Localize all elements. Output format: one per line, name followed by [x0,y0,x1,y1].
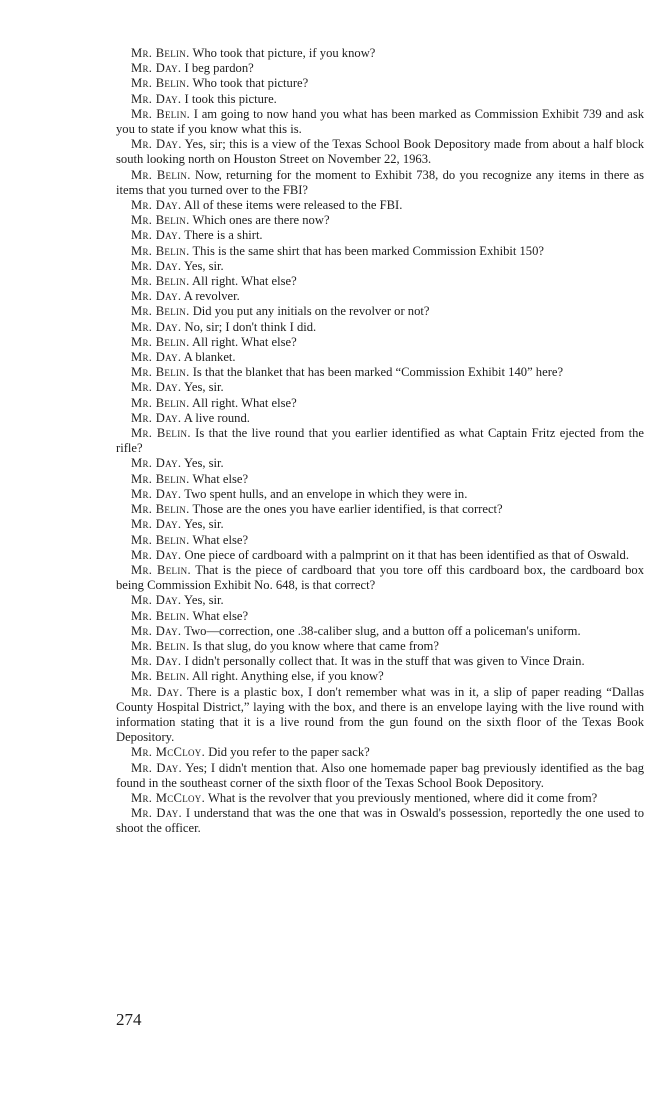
speech-text: Is that the blanket that has been marked “Commission Exhibit 140” here? [192,365,564,380]
testimony-paragraph [116,198,644,213]
speaker-name: Mr. Belin. [131,213,190,228]
speech-text: Yes, sir. [184,380,224,395]
speech-text: Yes; I didn't mention that. Also one homemade paper bag previously identified as the bag found in the southeast corner of the sixth floor of the Texas School Book Depository. [116,760,644,790]
speaker-name: Mr. McCloy. [131,745,206,760]
speaker-name: Mr. Belin. [131,562,191,577]
testimony-paragraph [116,228,644,243]
testimony-paragraph [116,609,644,624]
speech-text: What else? [192,608,249,623]
speaker-name: Mr. Belin. [131,334,190,349]
testimony-paragraph [116,92,644,107]
speaker-name: Mr. Day. [131,228,182,243]
testimony-paragraph [116,244,644,259]
testimony-paragraph [116,669,644,684]
speaker-name: Mr. Day. [131,91,182,106]
testimony-paragraph [116,654,644,669]
testimony-paragraph [116,396,644,411]
speaker-name: Mr. Day. [131,517,182,532]
testimony-paragraph [116,517,644,532]
speaker-name: Mr. Day. [131,486,182,501]
speech-text: Now, returning for the moment to Exhibit 738, do you recognize any items in there as items that you turned over to the FBI? [116,167,644,197]
testimony-paragraph [116,411,644,426]
speaker-name: Mr. Belin. [131,167,191,182]
speaker-name: Mr. Belin. [131,532,190,547]
speaker-name: Mr. Belin. [131,304,190,319]
testimony-paragraph [116,168,644,198]
testimony-paragraph [116,456,644,471]
speaker-name: Mr. Day. [131,137,182,152]
speaker-name: Mr. Day. [131,198,182,213]
speaker-name: Mr. Belin. [131,426,191,441]
speaker-name: Mr. Day. [131,684,183,699]
speaker-name: Mr. Belin. [131,46,190,60]
testimony-paragraph [116,806,644,836]
testimony-text [116,46,644,837]
speech-text: Did you put any initials on the revolver or not? [192,304,430,319]
testimony-paragraph [116,350,644,365]
testimony-paragraph [116,487,644,502]
testimony-paragraph [116,472,644,487]
speaker-name: Mr. Belin. [131,471,190,486]
speaker-name: Mr. Day. [131,456,182,471]
speaker-name: Mr. Day. [131,623,182,638]
speaker-name: Mr. McCloy. [131,790,206,805]
speech-text: This is the same shirt that has been marked Commission Exhibit 150? [192,243,544,258]
speech-text: All right. What else? [192,274,297,289]
testimony-paragraph [116,61,644,76]
speech-text: What else? [192,532,249,547]
speech-text: There is a plastic box, I don't remember what was in it, a slip of paper reading “Dallas County Hospital District,” laying with the box, and there is an envelope laying with the live round with information stating that it is a live round from the gun found on the sixth floor of the Texas Book Depository. [116,684,644,745]
testimony-paragraph [116,213,644,228]
speech-text: Two spent hulls, and an envelope in which they were in. [184,486,468,501]
speech-text: Yes, sir. [184,258,224,273]
speech-text: I beg pardon? [184,61,254,76]
speech-text: All right. What else? [192,334,297,349]
speaker-name: Mr. Day. [131,760,182,775]
testimony-paragraph [116,289,644,304]
testimony-paragraph [116,426,644,456]
speech-text: A revolver. [183,289,240,304]
speech-text: Those are the ones you have earlier identified, is that correct? [192,502,503,517]
speaker-name: Mr. Belin. [131,76,190,91]
speaker-name: Mr. Day. [131,806,182,821]
testimony-paragraph [116,107,644,137]
testimony-paragraph [116,137,644,167]
speaker-name: Mr. Belin. [131,638,190,653]
speaker-name: Mr. Day. [131,319,182,334]
testimony-paragraph [116,76,644,91]
testimony-paragraph [116,685,644,746]
testimony-paragraph [116,46,644,61]
speaker-name: Mr. Day. [131,410,182,425]
speech-text: Yes, sir. [184,456,224,471]
speech-text: No, sir; I don't think I did. [184,319,317,334]
speech-text: Which ones are there now? [192,213,330,228]
speech-text: Who took that picture? [192,76,309,91]
speech-text: Who took that picture, if you know? [192,46,376,60]
speaker-name: Mr. Day. [131,654,182,669]
speech-text: A blanket. [183,350,236,365]
speech-text: A live round. [183,410,250,425]
speech-text: Two—correction, one .38-caliber slug, and a button off a policeman's uniform. [184,623,581,638]
testimony-paragraph [116,639,644,654]
testimony-paragraph [116,335,644,350]
speech-text: All right. Anything else, if you know? [192,669,384,684]
speech-text: I am going to now hand you what has been marked as Commission Exhibit 739 and ask you to state if you know what this is. [116,106,644,137]
page-number: 274 [116,1010,142,1029]
speaker-name: Mr. Belin. [131,502,190,517]
testimony-paragraph [116,745,644,760]
speaker-name: Mr. Day. [131,289,182,304]
speaker-name: Mr. Belin. [131,395,190,410]
speaker-name: Mr. Day. [131,258,182,273]
testimony-paragraph [116,533,644,548]
testimony-paragraph [116,548,644,563]
speech-text: All of these items were released to the FBI. [183,198,403,213]
testimony-paragraph [116,593,644,608]
speech-text: I understand that was the one that was in Oswald's possession, reportedly the one used to shoot the officer. [116,806,644,836]
testimony-paragraph [116,320,644,335]
speaker-name: Mr. Day. [131,593,182,608]
speaker-name: Mr. Belin. [131,243,190,258]
testimony-paragraph [116,791,644,806]
speaker-name: Mr. Belin. [131,106,191,121]
speech-text: There is a shirt. [184,228,263,243]
testimony-paragraph [116,259,644,274]
speaker-name: Mr. Belin. [131,608,190,623]
testimony-paragraph [116,502,644,517]
testimony-paragraph [116,563,644,593]
testimony-paragraph [116,304,644,319]
speech-text: Is that the live round that you earlier identified as what Captain Fritz ejected from the rifle? [116,426,644,456]
speech-text: One piece of cardboard with a palmprint on it that has been identified as that of Oswald. [184,547,629,562]
speech-text: What else? [192,471,249,486]
speaker-name: Mr. Belin. [131,669,190,684]
speech-text: I took this picture. [184,91,277,106]
speech-text: I didn't personally collect that. It was in the stuff that was given to Vince Drain. [184,654,585,669]
speech-text: What is the revolver that you previously mentioned, where did it come from? [207,790,598,805]
speaker-name: Mr. Day. [131,547,182,562]
speaker-name: Mr. Belin. [131,365,190,380]
speech-text: Yes, sir. [184,517,224,532]
testimony-paragraph [116,761,644,791]
speech-text: That is the piece of cardboard that you tore off this cardboard box, the cardboard box being Commission Exhibit No. 648, is that correct? [116,562,644,593]
speaker-name: Mr. Belin. [131,274,190,289]
testimony-paragraph [116,365,644,380]
speaker-name: Mr. Day. [131,350,182,365]
speech-text: Yes, sir; this is a view of the Texas School Book Depository made from about a half block south looking north on Houston Street on November 22, 1963. [116,137,644,167]
speaker-name: Mr. Day. [131,380,182,395]
testimony-paragraph [116,624,644,639]
testimony-paragraph [116,274,644,289]
speaker-name: Mr. Day. [131,61,182,76]
speech-text: Is that slug, do you know where that came from? [192,638,439,653]
speech-text: Did you refer to the paper sack? [208,745,370,760]
speech-text: Yes, sir. [184,593,224,608]
testimony-paragraph [116,380,644,395]
speech-text: All right. What else? [192,395,297,410]
